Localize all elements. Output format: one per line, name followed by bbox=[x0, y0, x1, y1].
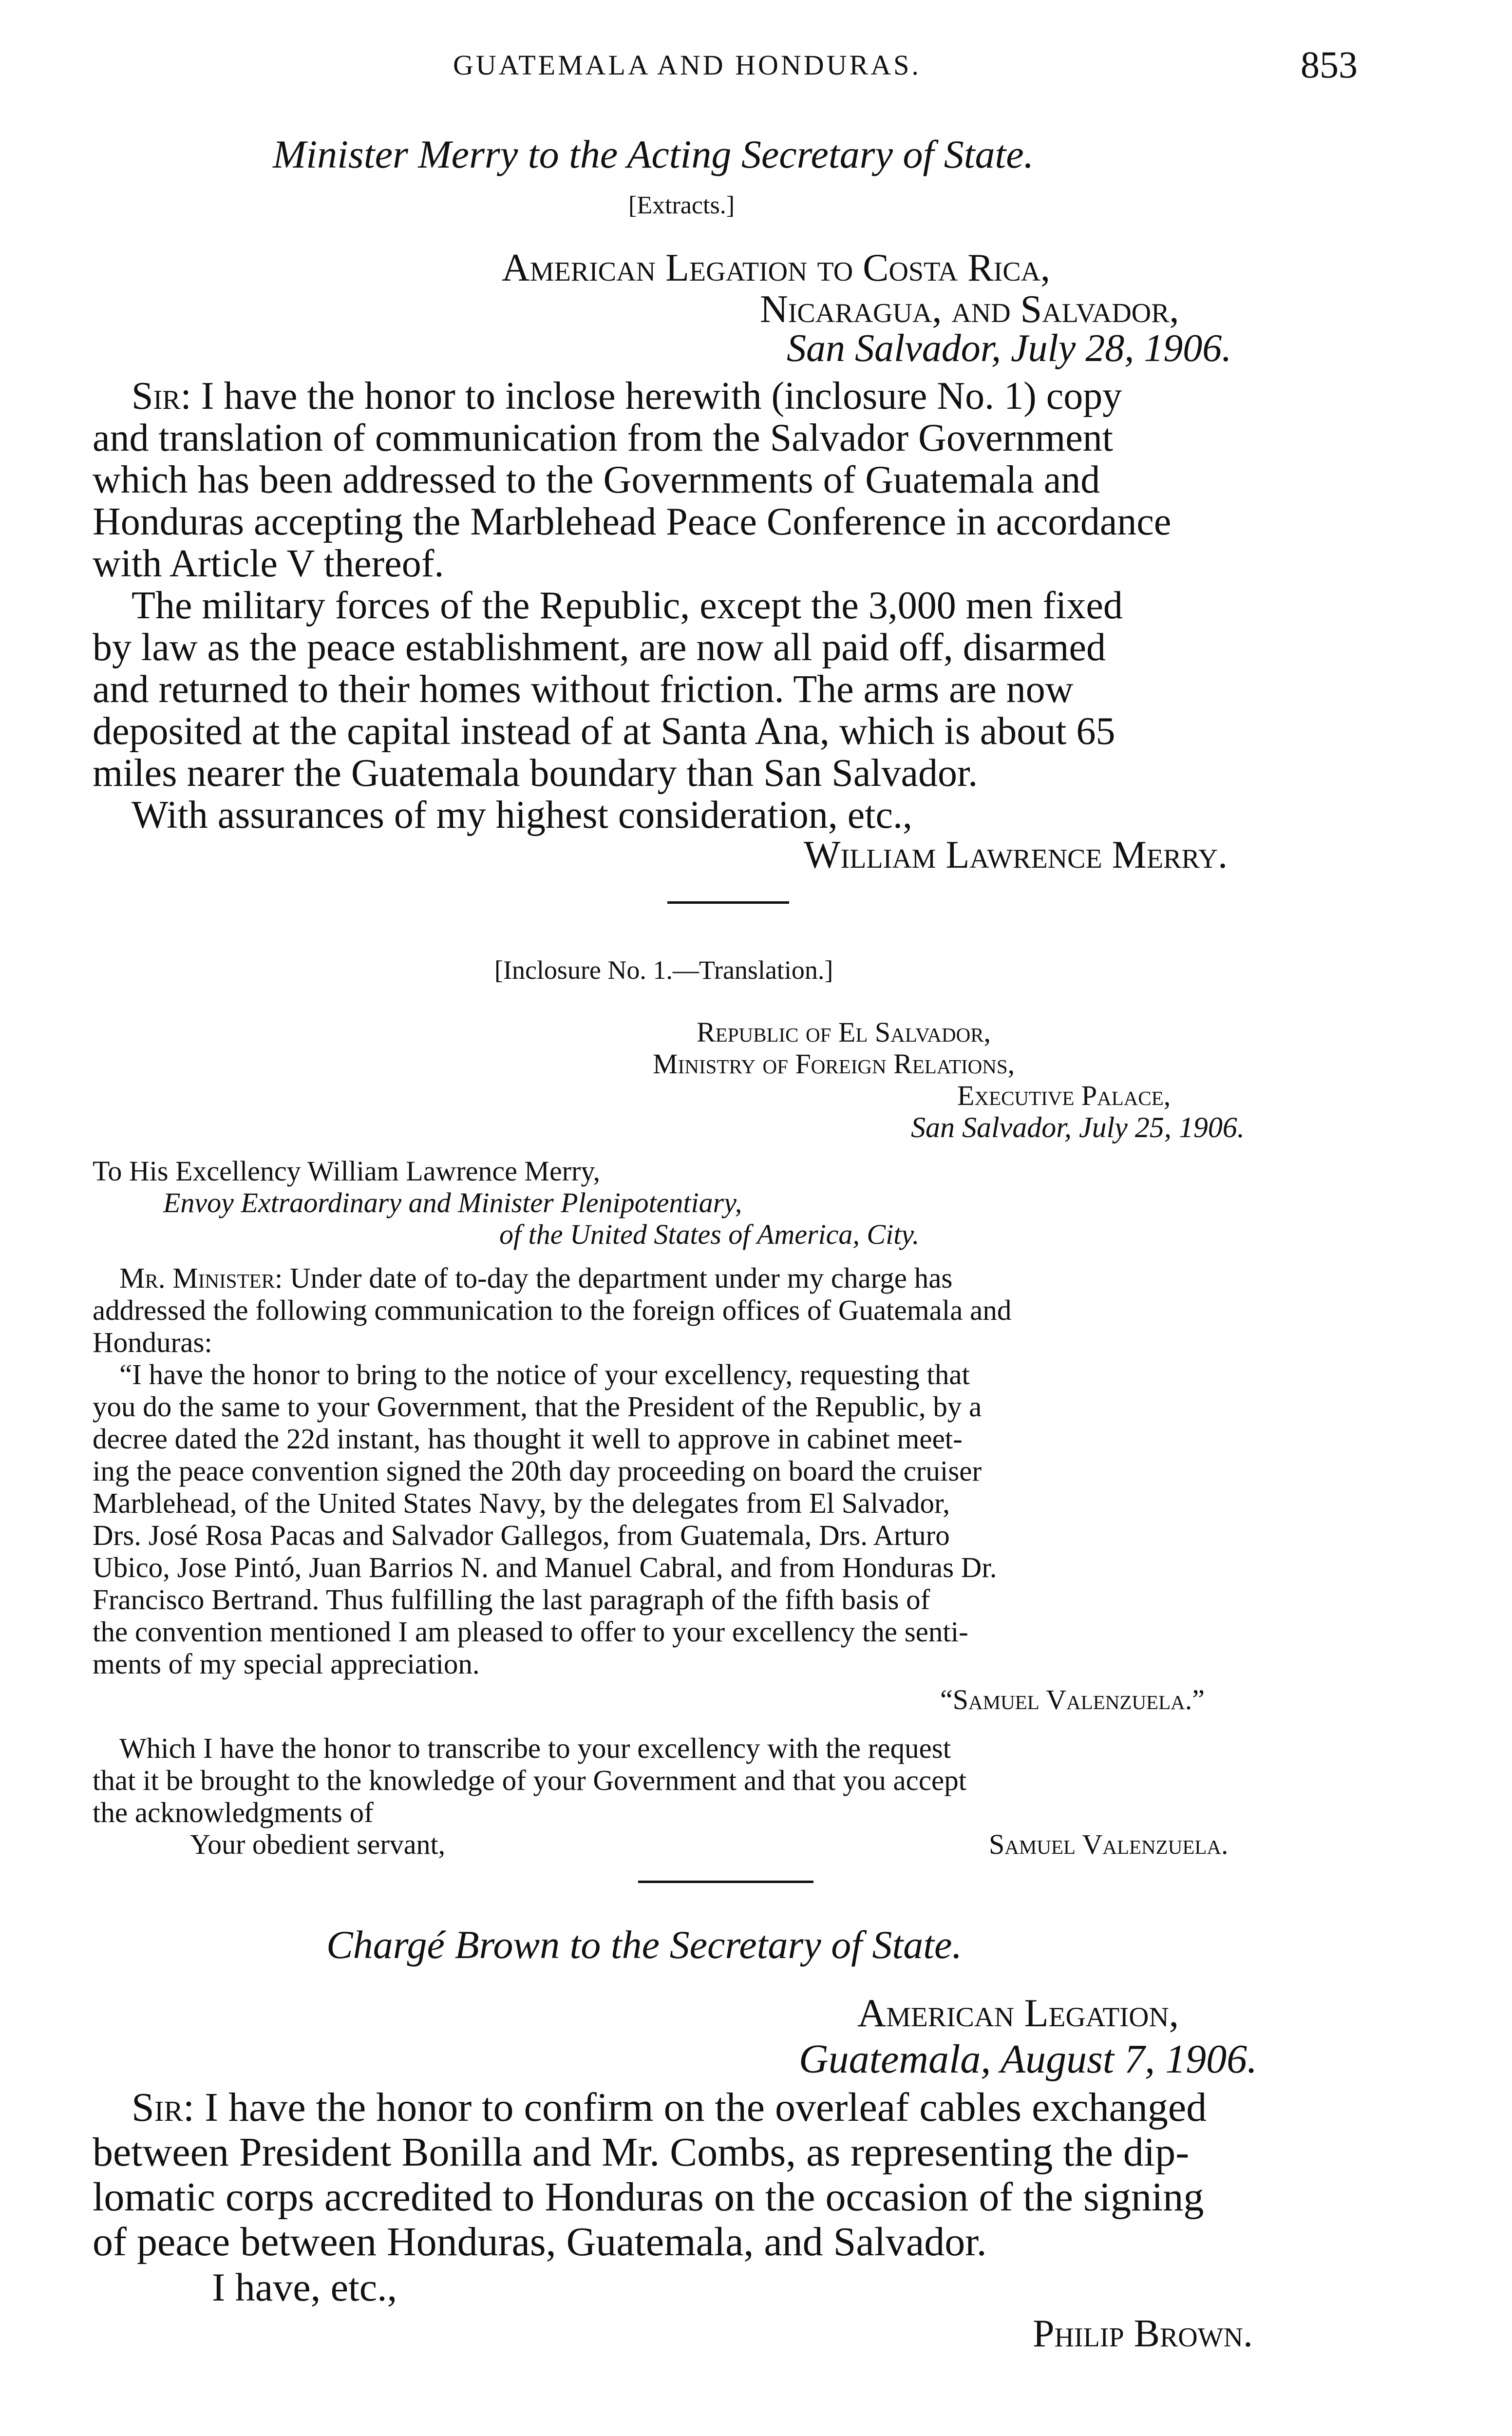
inclosure-body bbox=[93, 1262, 1369, 1680]
quote-line: Ubico, Jose Pintó, Juan Barrios N. and Manuel Cabral, and from Honduras Dr. bbox=[93, 1551, 997, 1583]
letter1-salutation: Sir: bbox=[132, 375, 191, 418]
inclosure-address-line-1: Republic of El Salvador, bbox=[697, 1016, 991, 1048]
letter2-body bbox=[93, 2085, 1369, 2265]
body-line: that it be brought to the knowledge of your Government and that you accept bbox=[93, 1764, 967, 1796]
page-number: 853 bbox=[1301, 43, 1358, 86]
quote-line: Marblehead, of the United States Navy, by the delegates from El Salvador, bbox=[93, 1487, 950, 1519]
body-line: the acknowledgments of bbox=[93, 1796, 374, 1828]
inclosure-address-line-2: Ministry of Foreign Relations, bbox=[653, 1048, 1015, 1080]
letter2-closing: I have, etc., bbox=[212, 2265, 397, 2309]
body-line: and translation of communication from the Salvador Government bbox=[93, 417, 1113, 459]
body-line: Honduras: bbox=[93, 1326, 212, 1358]
quote-signature: “Samuel Valenzuela.” bbox=[940, 1684, 1205, 1715]
body-line: addressed the following communication to the foreign offices of Guatemala and bbox=[93, 1294, 1012, 1326]
body-line: I have the honor to confirm on the overleaf cables exchanged bbox=[205, 2085, 1207, 2130]
divider bbox=[638, 1881, 813, 1883]
quote-line: “I have the honor to bring to the notice of your excellency, requesting that bbox=[119, 1358, 970, 1390]
letter1-heading: Minister Merry to the Acting Secretary of State. bbox=[273, 132, 1034, 176]
inclosure-recipient-line-2: Envoy Extraordinary and Minister Plenipotentiary, bbox=[163, 1187, 742, 1218]
letter1-body bbox=[93, 375, 1369, 836]
body-line: With assurances of my highest consideration, etc., bbox=[132, 794, 913, 837]
body-line: miles nearer the Guatemala boundary than San Salvador. bbox=[93, 752, 978, 795]
inclosure-address-line-3: Executive Palace, bbox=[957, 1080, 1171, 1111]
body-line: I have the honor to inclose herewith (inclosure No. 1) copy bbox=[201, 375, 1122, 418]
inclosure-dateline: San Salvador, July 25, 1906. bbox=[911, 1111, 1245, 1143]
body-line: lomatic corps accredited to Honduras on the occasion of the signing bbox=[93, 2174, 1204, 2220]
inclosure-recipient-line-1: To His Excellency William Lawrence Merry, bbox=[93, 1155, 601, 1187]
body-line: Which I have the honor to transcribe to your excellency with the request bbox=[119, 1732, 951, 1764]
letter1-address-line-1: American Legation to Costa Rica, bbox=[502, 247, 1051, 289]
quote-line: Drs. José Rosa Pacas and Salvador Gallegos, from Guatemala, Drs. Arturo bbox=[93, 1519, 950, 1551]
body-line: deposited at the capital instead of at Santa Ana, which is about 65 bbox=[93, 710, 1115, 753]
inclosure-signature: Samuel Valenzuela. bbox=[989, 1828, 1228, 1860]
inclosure-closing bbox=[93, 1732, 1369, 1828]
letter2-dateline: Guatemala, August 7, 1906. bbox=[799, 2036, 1258, 2082]
body-line: by law as the peace establishment, are now all paid off, disarmed bbox=[93, 626, 1106, 669]
body-line: which has been addressed to the Governments of Guatemala and bbox=[93, 458, 1100, 501]
quote-line: ments of my special appreciation. bbox=[93, 1648, 480, 1680]
body-line: of peace between Honduras, Guatemala, and Salvador. bbox=[93, 2219, 987, 2265]
inclosure-recipient-line-3: of the United States of America, City. bbox=[499, 1218, 920, 1250]
body-line: Honduras accepting the Marblehead Peace Conference in accordance bbox=[93, 500, 1172, 543]
letter1-dateline: San Salvador, July 28, 1906. bbox=[787, 327, 1232, 370]
quote-line: Francisco Bertrand. Thus fulfilling the last paragraph of the fifth basis of bbox=[93, 1583, 930, 1616]
divider bbox=[667, 901, 789, 904]
body-line: between President Bonilla and Mr. Combs, as representing the dip- bbox=[93, 2130, 1190, 2175]
quote-line: ing the peace convention signed the 20th day proceeding on board the cruiser bbox=[93, 1455, 982, 1487]
quote-line: the convention mentioned I am pleased to offer to your excellency the senti- bbox=[93, 1616, 968, 1648]
inclosure-heading: [Inclosure No. 1.—Translation.] bbox=[494, 955, 833, 985]
letter2-heading: Chargé Brown to the Secretary of State. bbox=[326, 1922, 962, 1967]
letter2-salutation: Sir: bbox=[132, 2085, 195, 2130]
body-line: The military forces of the Republic, except the 3,000 men fixed bbox=[132, 584, 1123, 627]
letter1-signature: William Lawrence Merry. bbox=[804, 834, 1228, 876]
letter1-extracts-note: [Extracts.] bbox=[628, 191, 735, 219]
inclosure-valediction: Your obedient servant, bbox=[190, 1828, 446, 1860]
letter2-address-line-1: American Legation, bbox=[857, 1991, 1179, 2035]
letter2-signature: Philip Brown. bbox=[1033, 2312, 1253, 2355]
quote-line: you do the same to your Government, that the President of the Republic, by a bbox=[93, 1390, 982, 1423]
letter1-address-line-2: Nicaragua, and Salvador, bbox=[760, 288, 1179, 331]
quote-line: decree dated the 22d instant, has thought it well to approve in cabinet meet- bbox=[93, 1423, 963, 1455]
body-line: and returned to their homes without friction. The arms are now bbox=[93, 668, 1074, 711]
running-title: GUATEMALA AND HONDURAS. bbox=[453, 49, 921, 81]
inclosure-salutation: Mr. Minister: bbox=[119, 1262, 283, 1294]
body-line: with Article V thereof. bbox=[93, 542, 444, 585]
body-line: Under date of to-day the department under my charge has bbox=[290, 1262, 953, 1294]
